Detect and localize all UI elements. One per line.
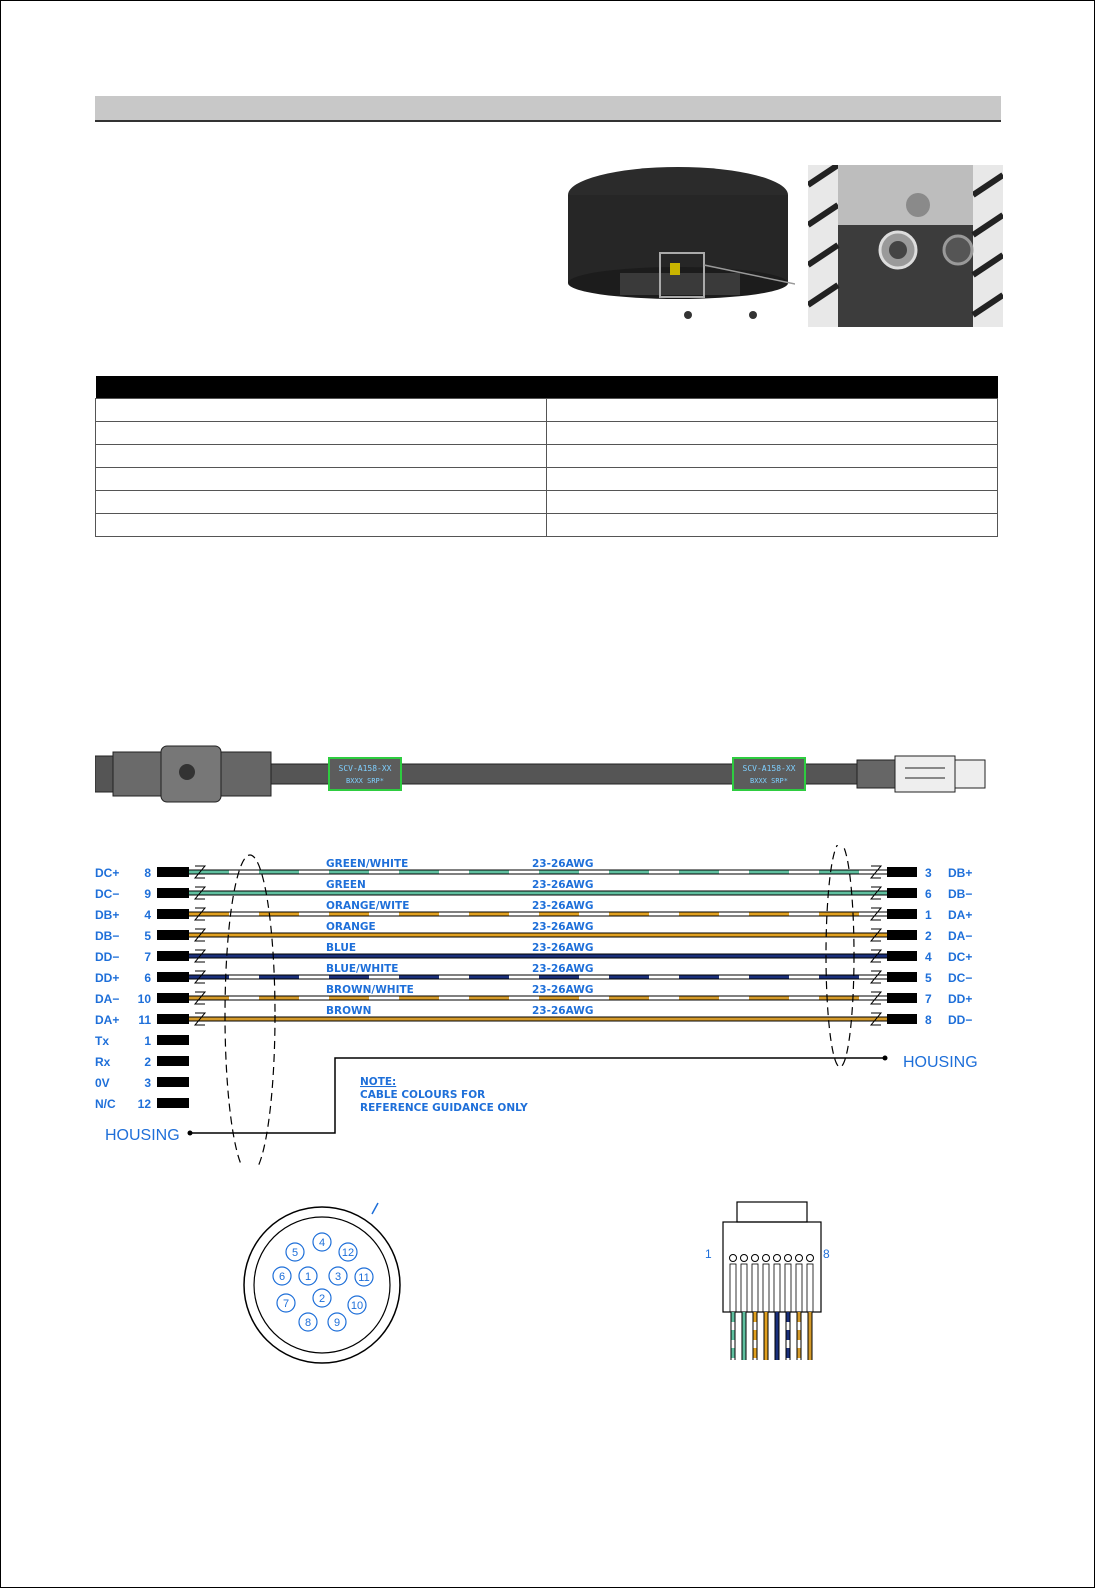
wire-colour-label: ORANGE bbox=[326, 921, 376, 933]
table-row bbox=[96, 445, 998, 468]
wire-gauge-label: 23-26AWG bbox=[532, 963, 594, 975]
m12-pin-label: 6 bbox=[278, 1271, 286, 1283]
left-pin-number: 3 bbox=[144, 1076, 151, 1090]
left-pin-labels bbox=[95, 866, 189, 1111]
housing-label-left: HOUSING bbox=[105, 1127, 180, 1144]
wire-colour-label: BROWN bbox=[326, 1005, 372, 1017]
left-pin-number: 4 bbox=[144, 908, 151, 922]
right-pin-number: 6 bbox=[925, 887, 932, 901]
right-pin-terminal bbox=[887, 993, 917, 1003]
table-row bbox=[96, 468, 998, 491]
table-row bbox=[96, 399, 998, 422]
note-line-2: REFERENCE GUIDANCE ONLY bbox=[360, 1102, 528, 1114]
table-header-row bbox=[96, 376, 998, 399]
left-pin-terminal bbox=[157, 909, 189, 919]
m12-pin-label: 5 bbox=[291, 1247, 299, 1259]
table-row bbox=[96, 491, 998, 514]
m12-pin-label: 3 bbox=[334, 1271, 342, 1283]
right-pin-number: 8 bbox=[925, 1013, 932, 1027]
right-pin-number: 7 bbox=[925, 992, 932, 1006]
left-signal-label: DA+ bbox=[95, 1013, 120, 1027]
right-pin-number: 2 bbox=[925, 929, 932, 943]
rj45-contact bbox=[741, 1255, 748, 1262]
note-title: NOTE: bbox=[360, 1076, 397, 1088]
right-pin-number: 1 bbox=[925, 908, 932, 922]
m12-connector-pinout bbox=[240, 1200, 405, 1370]
right-signal-label: DA+ bbox=[948, 908, 973, 922]
rj45-contact bbox=[763, 1255, 770, 1262]
wire-gauge-label: 23-26AWG bbox=[532, 858, 594, 870]
left-pin-terminal bbox=[157, 951, 189, 961]
wire-gauge-label: 23-26AWG bbox=[532, 1005, 594, 1017]
wire-colour-label: GREEN/WHITE bbox=[326, 858, 409, 870]
cable-label-left-line1: SCV-A158-XX bbox=[338, 764, 392, 773]
table-row bbox=[96, 422, 998, 445]
cable-label-right-line1: SCV-A158-XX bbox=[742, 764, 796, 773]
right-signal-label: DB− bbox=[948, 887, 973, 901]
left-signal-label: DB− bbox=[95, 929, 120, 943]
right-signal-label: DC− bbox=[948, 971, 973, 985]
rj45-connector-pinout bbox=[705, 1200, 840, 1375]
wire-colour-label: BLUE bbox=[326, 942, 357, 954]
left-pin-number: 7 bbox=[144, 950, 151, 964]
left-pin-terminal bbox=[157, 1035, 189, 1045]
m12-pin-label: 11 bbox=[358, 1272, 370, 1284]
rj45-slot bbox=[752, 1264, 758, 1312]
left-pin-number: 6 bbox=[144, 971, 151, 985]
right-pin-number: 4 bbox=[925, 950, 932, 964]
table-row bbox=[96, 514, 998, 537]
wire-colour-label: BLUE/WHITE bbox=[326, 963, 399, 975]
m12-pin-label: 8 bbox=[304, 1317, 312, 1329]
left-signal-label: DA− bbox=[95, 992, 120, 1006]
wire-gauge-label: 23-26AWG bbox=[532, 879, 594, 891]
rj45-slot bbox=[807, 1264, 813, 1312]
m12-pin-label: 9 bbox=[333, 1317, 341, 1329]
rj45-contact bbox=[785, 1255, 792, 1262]
rj45-slot bbox=[785, 1264, 791, 1312]
left-pin-number: 8 bbox=[144, 866, 151, 880]
left-pin-number: 1 bbox=[144, 1034, 151, 1048]
rj45-contact bbox=[796, 1255, 803, 1262]
housing-label-right: HOUSING bbox=[903, 1054, 978, 1071]
left-signal-label: N/C bbox=[95, 1097, 116, 1111]
left-pin-terminal bbox=[157, 1098, 189, 1108]
left-pin-number: 12 bbox=[137, 1097, 151, 1111]
rj45-slot bbox=[796, 1264, 802, 1312]
wire-colour-label: BROWN/WHITE bbox=[326, 984, 414, 996]
wire-gauge-label: 23-26AWG bbox=[532, 984, 594, 996]
m12-pin-label: 4 bbox=[318, 1237, 326, 1249]
m12-pin-label: 12 bbox=[341, 1247, 355, 1259]
left-pin-terminal bbox=[157, 888, 189, 898]
wire-lines bbox=[189, 858, 887, 1025]
left-signal-label: DD+ bbox=[95, 971, 120, 985]
left-signal-label: Rx bbox=[95, 1055, 111, 1069]
left-pin-number: 10 bbox=[137, 992, 151, 1006]
rj45-pin-1-label: 1 bbox=[705, 1247, 712, 1261]
left-pin-number: 5 bbox=[144, 929, 151, 943]
connector-closeup-photo bbox=[808, 165, 1003, 327]
cable-label-left-line2: BXXX SRP* bbox=[346, 777, 384, 785]
housing-drain-wire bbox=[190, 1058, 885, 1133]
rj45-contact bbox=[774, 1255, 781, 1262]
right-pin-number: 5 bbox=[925, 971, 932, 985]
left-pin-number: 2 bbox=[144, 1055, 151, 1069]
rj45-contact bbox=[730, 1255, 737, 1262]
right-pin-labels bbox=[887, 866, 972, 1027]
left-pin-terminal bbox=[157, 972, 189, 982]
m12-pin-label: 10 bbox=[350, 1300, 364, 1312]
left-pin-number: 11 bbox=[138, 1013, 151, 1027]
wire-colour-label: GREEN bbox=[326, 879, 366, 891]
left-pin-number: 9 bbox=[144, 887, 151, 901]
product-underside-photo bbox=[560, 165, 795, 325]
left-signal-label: DC− bbox=[95, 887, 120, 901]
wire-colour-label: ORANGE/WITE bbox=[326, 900, 410, 912]
right-pin-terminal bbox=[887, 909, 917, 919]
m12-pin-label: 1 bbox=[304, 1271, 312, 1283]
right-pin-terminal bbox=[887, 930, 917, 940]
wire-gauge-label: 23-26AWG bbox=[532, 900, 594, 912]
left-shield-ellipse bbox=[225, 855, 275, 1165]
rj45-slot bbox=[730, 1264, 736, 1312]
left-pin-terminal bbox=[157, 930, 189, 940]
right-signal-label: DA− bbox=[948, 929, 973, 943]
wire-gauge-label: 23-26AWG bbox=[532, 921, 594, 933]
rj45-contact bbox=[807, 1255, 814, 1262]
right-signal-label: DD− bbox=[948, 1013, 973, 1027]
right-signal-label: DC+ bbox=[948, 950, 973, 964]
wire-gauge-label: 23-26AWG bbox=[532, 942, 594, 954]
left-pin-terminal bbox=[157, 867, 189, 877]
spec-table bbox=[95, 376, 998, 537]
right-pin-terminal bbox=[887, 972, 917, 982]
rj45-pin-8-label: 8 bbox=[823, 1247, 830, 1261]
right-pin-terminal bbox=[887, 867, 917, 877]
note-line-1: CABLE COLOURS FOR bbox=[360, 1089, 486, 1101]
section-header-bar bbox=[95, 96, 1001, 122]
left-signal-label: Tx bbox=[95, 1034, 110, 1048]
m12-pin-label: 7 bbox=[282, 1298, 290, 1310]
rj45-slot bbox=[741, 1264, 747, 1312]
wiring-diagram bbox=[95, 845, 1005, 1165]
left-signal-label: DC+ bbox=[95, 866, 120, 880]
left-pin-terminal bbox=[157, 1077, 189, 1087]
rj45-contact bbox=[752, 1255, 759, 1262]
rj45-slot bbox=[774, 1264, 780, 1312]
left-signal-label: 0V bbox=[95, 1076, 110, 1090]
right-pin-terminal bbox=[887, 951, 917, 961]
left-pin-terminal bbox=[157, 993, 189, 1003]
right-pin-terminal bbox=[887, 1014, 917, 1024]
m12-pin-label: 2 bbox=[318, 1293, 326, 1305]
right-signal-label: DD+ bbox=[948, 992, 973, 1006]
right-signal-label: DB+ bbox=[948, 866, 973, 880]
cable-assembly-drawing bbox=[95, 738, 1005, 810]
left-signal-label: DB+ bbox=[95, 908, 120, 922]
right-pin-terminal bbox=[887, 888, 917, 898]
left-pin-terminal bbox=[157, 1014, 189, 1024]
cable-label-right-line2: BXXX SRP* bbox=[750, 777, 788, 785]
left-pin-terminal bbox=[157, 1056, 189, 1066]
right-pin-number: 3 bbox=[925, 866, 932, 880]
left-signal-label: DD− bbox=[95, 950, 120, 964]
rj45-slot bbox=[763, 1264, 769, 1312]
